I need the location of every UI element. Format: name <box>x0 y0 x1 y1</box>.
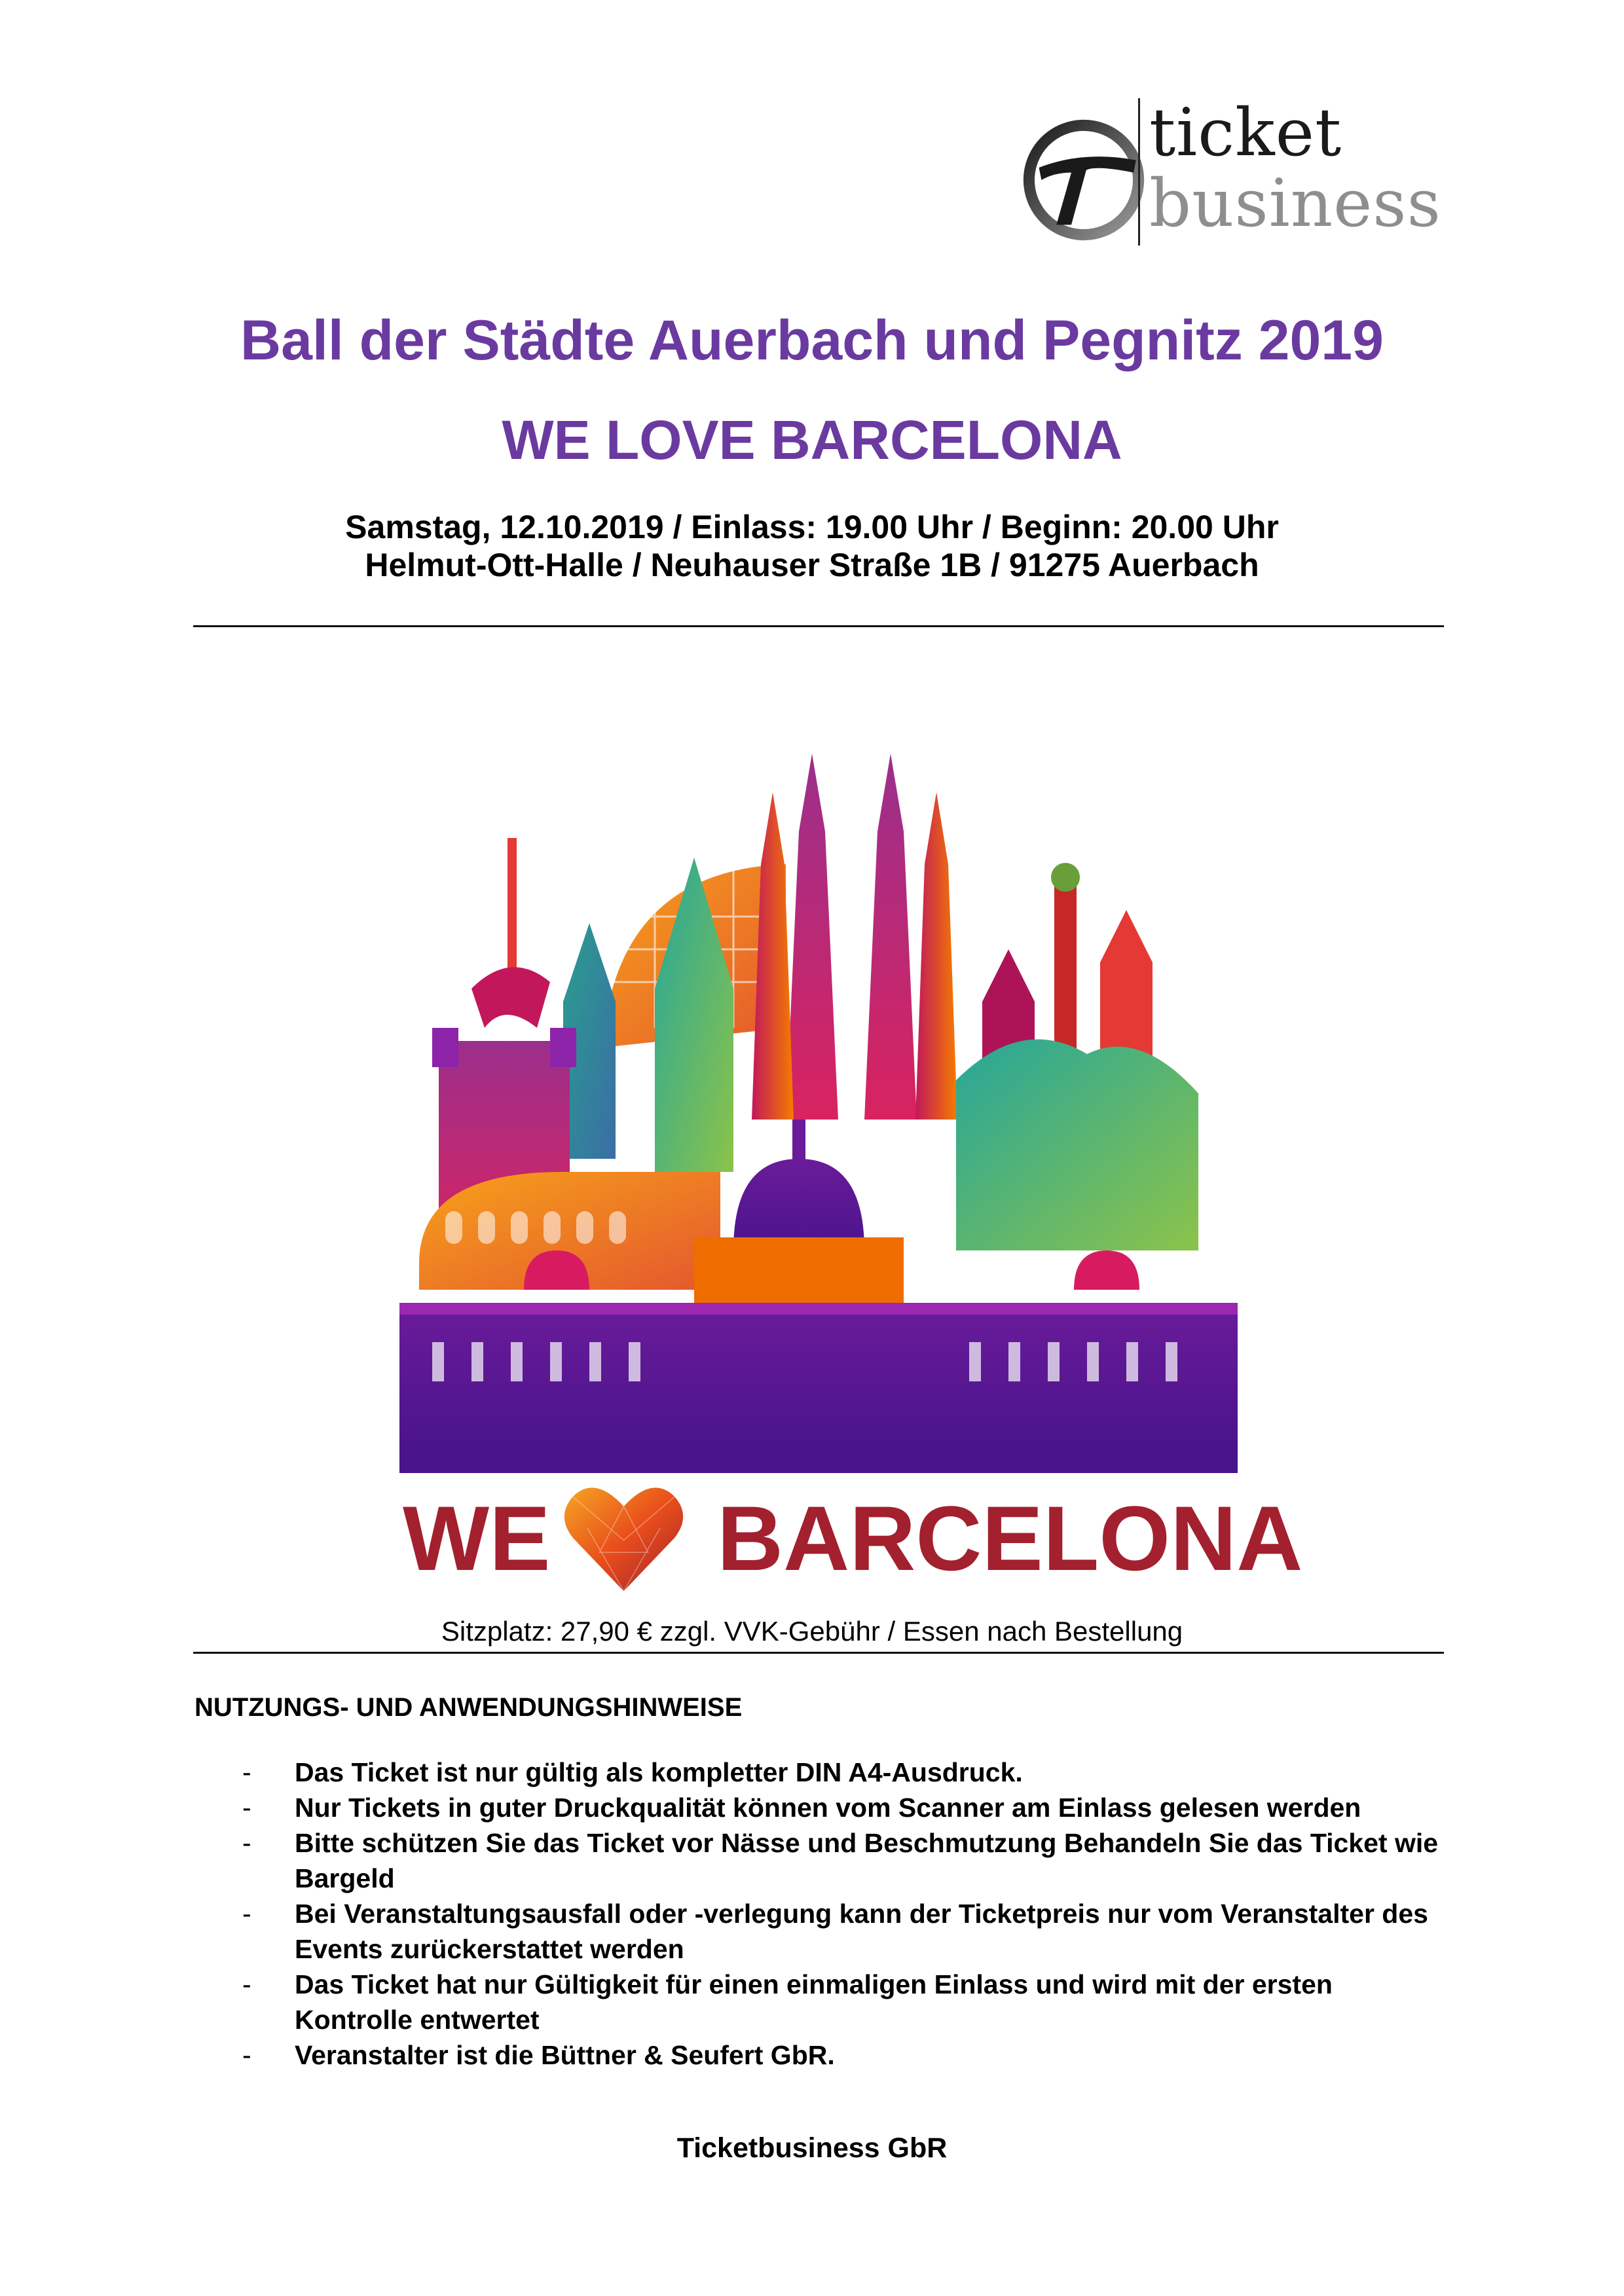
list-item <box>242 1967 1454 2037</box>
venue-line: Helmut-Ott-Halle / Neuhauser Straße 1B / 91275 Auerbach <box>365 547 1259 583</box>
price-line: Sitzplatz: 27,90 € zzgl. VVK-Gebühr / Essen nach Bestellung <box>441 1616 1183 1647</box>
date-line: Samstag, 12.10.2019 / Einlass: 19.00 Uhr / Beginn: 20.00 Uhr <box>345 509 1279 545</box>
bullet-dash: - <box>242 2040 251 2070</box>
list-item <box>242 1790 1454 1825</box>
logo-word-ticket: ticket <box>1149 94 1342 171</box>
bullet-dash: - <box>242 1757 251 1787</box>
list-item-text: Das Ticket ist nur gültig als kompletter DIN A4-Ausdruck. <box>295 1757 1023 1787</box>
bullet-dash: - <box>242 1828 251 1858</box>
banner-we: WE <box>403 1487 551 1590</box>
event-subtitle: WE LOVE BARCELONA <box>502 409 1122 471</box>
logo-word-business: business <box>1149 165 1441 242</box>
list-item <box>242 1825 1454 1896</box>
ticketbusiness-t-icon <box>1022 118 1146 242</box>
list-item-text: Bitte schützen Sie das Ticket vor Nässe und Beschmutzung Behandeln Sie das Ticket wie Bargeld <box>295 1828 1439 1893</box>
barcelona-skyline-illustration <box>393 753 1244 1480</box>
list-item <box>242 1896 1454 1967</box>
notes-list <box>242 1755 1454 2073</box>
list-item-text: Das Ticket hat nur Gültigkeit für einen einmaligen Einlass und wird mit der ersten Kontrolle entwertet <box>295 1969 1333 2035</box>
bullet-dash: - <box>242 1793 251 1823</box>
logo-divider <box>1138 98 1140 246</box>
notes-heading: NUTZUNGS- UND ANWENDUNGSHINWEISE <box>194 1693 743 1722</box>
banner-barcelona: BARCELONA <box>717 1487 1303 1590</box>
list-item <box>242 1755 1454 1790</box>
footer-company: Ticketbusiness GbR <box>676 2132 948 2164</box>
event-title: Ball der Städte Auerbach und Pegnitz 2019 <box>240 309 1384 372</box>
list-item <box>242 2037 1454 2073</box>
list-item-text: Veranstalter ist die Büttner & Seufert GbR. <box>295 2040 835 2070</box>
heart-icon <box>563 1478 684 1596</box>
bullet-dash: - <box>242 1899 251 1929</box>
divider-bottom <box>193 1652 1444 1654</box>
list-item-text: Nur Tickets in guter Druckqualität können vom Scanner am Einlass gelesen werden <box>295 1793 1361 1823</box>
divider-top <box>193 625 1444 627</box>
list-item-text: Bei Veranstaltungsausfall oder -verlegung kann der Ticketpreis nur vom Veranstalter des Events zurückerstattet werden <box>295 1899 1428 1964</box>
bullet-dash: - <box>242 1969 251 1999</box>
